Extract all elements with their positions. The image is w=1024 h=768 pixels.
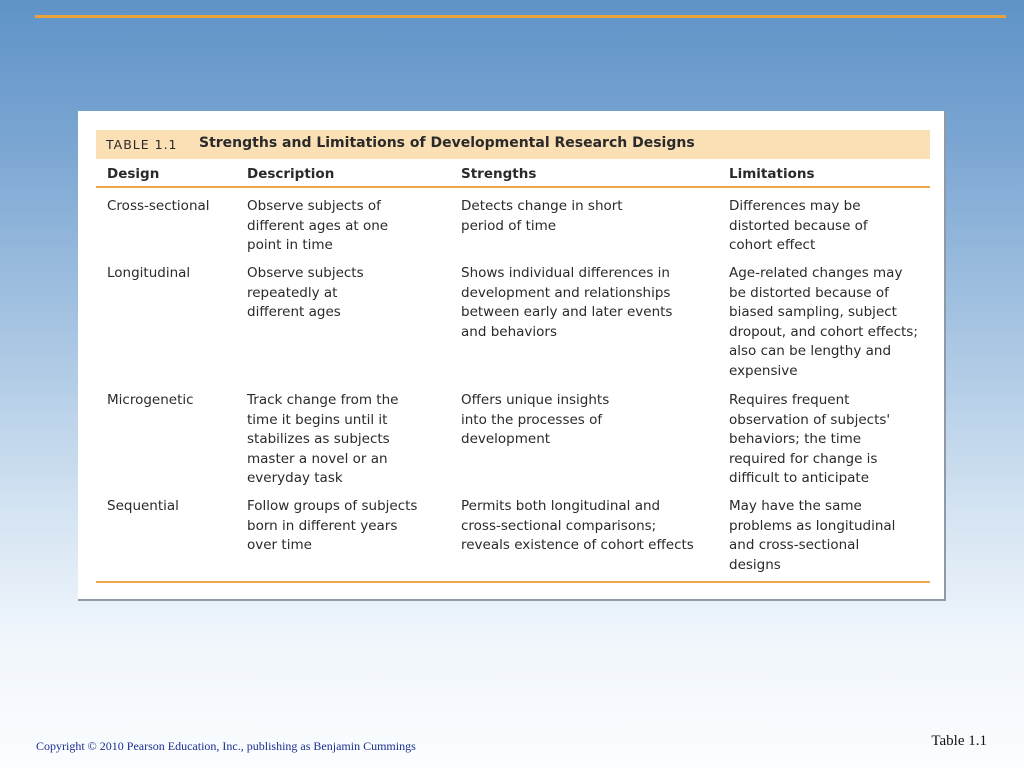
- column-header-description: Description: [247, 166, 335, 182]
- cell-description: Observe subjects repeatedly at different ages: [247, 265, 364, 320]
- cell-strengths: Offers unique insights into the processes of development: [461, 392, 610, 447]
- column-header-design: Design: [107, 166, 160, 182]
- cell-limitations: Differences may be distorted because of cohort effect: [729, 198, 868, 253]
- table-title-band: [96, 130, 930, 159]
- cell-limitations: May have the same problems as longitudinal and cross-sectional designs: [729, 498, 896, 573]
- table-header-row: [96, 162, 930, 188]
- cell-design: Sequential: [107, 498, 179, 514]
- column-header-strengths: Strengths: [461, 166, 537, 182]
- table-bottom-rule: [96, 581, 930, 583]
- cell-strengths: Permits both longitudinal and cross-sectional comparisons; reveals existence of cohort effects: [461, 498, 694, 553]
- cell-description: Track change from the time it begins until it stabilizes as subjects master a novel or an everyday task: [247, 392, 399, 486]
- table-title: Strengths and Limitations of Developmental Research Designs: [199, 135, 695, 151]
- cell-design: Microgenetic: [107, 392, 194, 408]
- slide-label: Table 1.1: [931, 733, 987, 749]
- top-accent-rule: [35, 15, 1006, 18]
- cell-design: Cross-sectional: [107, 198, 210, 214]
- table-card: [78, 111, 946, 601]
- table-number: TABLE 1.1: [106, 137, 178, 152]
- cell-strengths: Detects change in short period of time: [461, 198, 623, 234]
- cell-description: Observe subjects of different ages at one point in time: [247, 198, 389, 253]
- cell-description: Follow groups of subjects born in different years over time: [247, 498, 418, 553]
- copyright-notice: Copyright © 2010 Pearson Education, Inc., publishing as Benjamin Cummings: [36, 739, 416, 753]
- cell-strengths: Shows individual differences in development and relationships between early and later events and behaviors: [461, 265, 673, 340]
- cell-limitations: Age-related changes may be distorted because of biased sampling, subject dropout, and cohort effects; also can be lengthy and expensive: [729, 265, 918, 379]
- cell-design: Longitudinal: [107, 265, 191, 281]
- cell-limitations: Requires frequent observation of subjects' behaviors; the time required for change is difficult to anticipate: [729, 392, 891, 486]
- column-header-limitations: Limitations: [729, 166, 815, 182]
